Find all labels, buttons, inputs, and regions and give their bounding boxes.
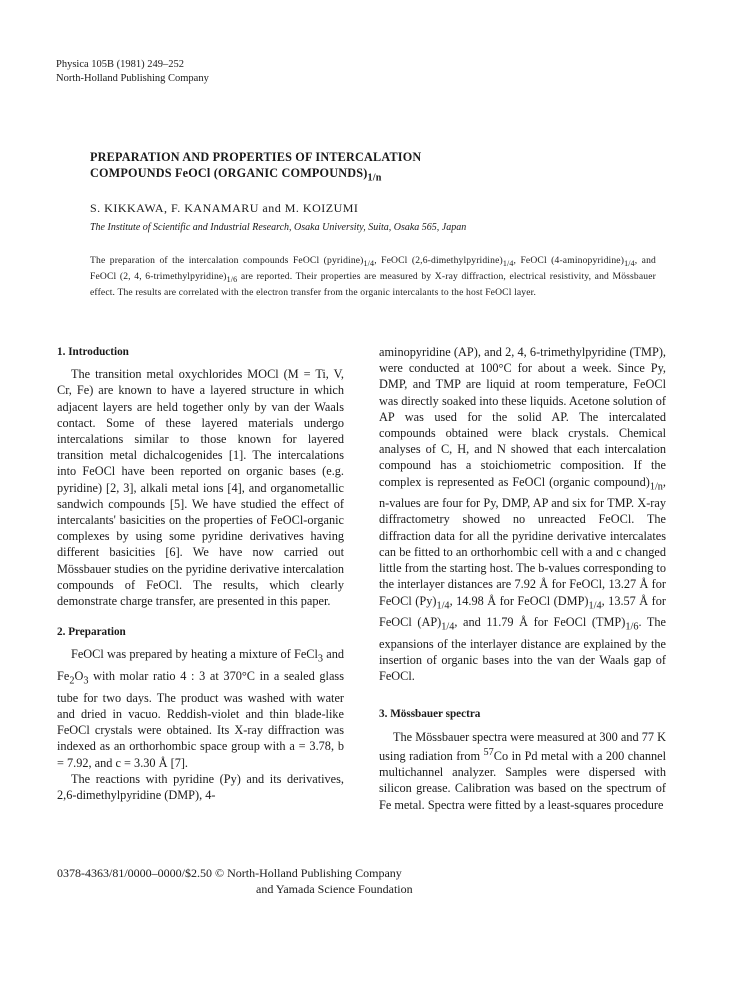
section-heading-introduction: 1. Introduction	[57, 346, 129, 358]
preparation-paragraph-1: FeOCl was prepared by heating a mixture of FeCl$_3$ and $Fe_2O_3$ with molar ratio 4 : 3 at 370°C in a sealed glass tube for two days. The product was washed with water and dried in vacuo. Reddish-violet and thin blade-like FeOCl crystals were obtained. Its X-ray diffraction was indexed as an orthorhombic space group with a = 3.78, b = 7.92, and c = 3.30 Å [7].	[57, 647, 344, 770]
journal-header	[56, 58, 209, 86]
preparation-continued-paragraph: aminopyridine (AP), and 2, 4, 6-trimethylpyridine (TMP), were conducted at 100°C for about a week. Since Py, DMP, and TMP are liquid at room temperature, FeOCl was directly soaked into these liquids. Acetone solution of AP was used for the solid AP. The intercalated compounds obtained were black crystals. Chemical analyses of C, H, and N showed that each intercalation compound has a stoichiometric composition. If the complex is represented as FeOCl (organic $compound)_{1/n}$, n-values are four for Py, DMP, AP and six for TMP. X-ray diffractometry showed no unreacted FeOCl. The diffraction data for all the pyridine derivative intercalates can be fitted to an orthorhombic cell with a and c changed little from the starting host. The b-values corresponding to the interlayer distances are 7.92 Å for FeOCl, 13.27 Å for FeOCl $(Py)_{1/4}$, 14.98 Å for FeOCl $(DMP)_{1/4}$, 13.57 Å for FeOCl $(AP)_{1/4}$, and 11.79 Å for FeOCl $(TMP)_{1/6}$. The expansions of the interlayer distance are explained by the insertion of organic bases into the van der Waals gap of FeOCl.	[379, 345, 666, 684]
footer-line-1: 0378-4363/81/0000–0000/$2.50 © North-Holland Publishing Company	[57, 866, 402, 880]
abstract: The preparation of the intercalation compounds FeOCl $(pyridine)_{1/4}$, FeOCl $(2,6-dimethylpyridine)_{1/4}$, FeOCl $(4-aminopyridine)_{1/4}$, and FeOCl (2, 4, $6-trimethylpyridine)_{1/6}$ are reported. Their properties are measured by X-ray diffraction, electrical resistivity, and Mössbauer effect. The results are correlated with the electron transfer from the organic intercalants to the host FeOCl layer.	[90, 255, 656, 299]
journal-citation: Physica 105B (1981) 249–252	[56, 59, 185, 70]
copyright-footer	[57, 866, 413, 897]
footer-line-2: and Yamada Science Foundation	[256, 881, 413, 896]
journal-publisher: North-Holland Publishing Company	[56, 73, 209, 84]
left-column	[57, 344, 344, 803]
title-line-1: PREPARATION AND PROPERTIES OF INTERCALATION	[90, 150, 422, 164]
section-heading-mossbauer: 3. Mössbauer spectra	[379, 708, 481, 721]
introduction-paragraph: The transition metal oxychlorides MOCl (M = Ti, V, Cr, Fe) are known to have a layered structure in which adjacent layers are held together only by van der Waals contact. Some of these layered materials undergo intercalations similar to those known for layered transition metal dichalcogenides [1]. The intercalations into FeOCl have been reported on organic bases (e.g. pyridine) [2, 3], alkali metal ions [4], and organometallic sandwich compounds [5]. We have studied the effect of intercalants' basicities on the properties of FeOCl-organic complexes by using some pyridine derivatives having different basicities [6]. We have now carried out Mössbauer studies on the pyridine derivative intercalation compounds of FeOCl. The results, which clearly demonstrate charge transfer, are presented in this paper.	[57, 367, 344, 609]
affiliation: The Institute of Scientific and Industrial Research, Osaka University, Suita, Osaka 565, Japan	[90, 222, 467, 233]
authors: S. KIKKAWA, F. KANAMARU and M. KOIZUMI	[90, 201, 359, 215]
preparation-paragraph-2: The reactions with pyridine (Py) and its derivatives, 2,6-dimethylpyridine (DMP), 4-	[57, 771, 344, 802]
section-heading-preparation: 2. Preparation	[57, 626, 126, 639]
paper-title	[90, 149, 650, 186]
title-subscript: 1/n	[367, 172, 382, 184]
title-line-2: COMPOUNDS FeOCl (ORGANIC $COMPOUNDS)_{1/n}$	[90, 166, 382, 184]
right-column	[379, 344, 666, 813]
mossbauer-paragraph: The Mössbauer spectra were measured at 300 and 77 K using radiation from $^{57}$Co in Pd metal with a 200 channel multichannel analyzer. Samples were dispersed with silicon grease. Calibration was based on the spectrum of Fe metal. Spectra were fitted by a least-squares procedure	[379, 729, 666, 812]
